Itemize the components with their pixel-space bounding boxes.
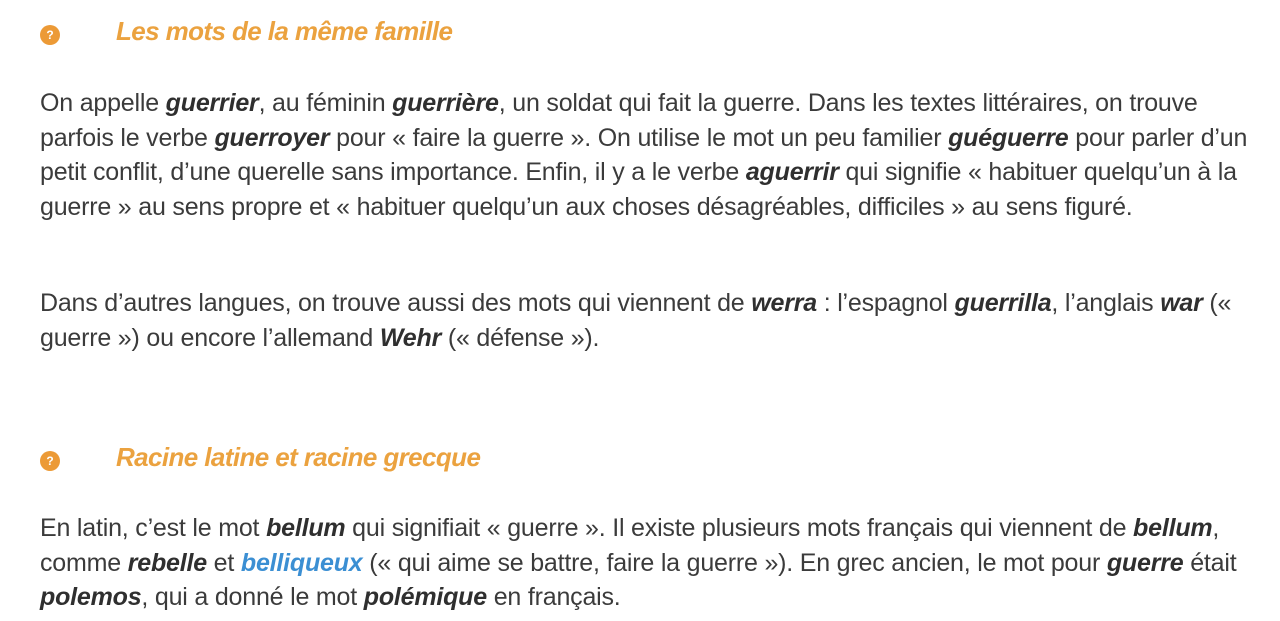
section-header-famille bbox=[40, 14, 452, 48]
key-term: guerrière bbox=[392, 89, 499, 117]
key-term: guerre bbox=[1106, 548, 1184, 577]
text-run: (« défense »). bbox=[441, 323, 600, 352]
key-term: guerrilla bbox=[954, 289, 1052, 317]
text-run: et bbox=[206, 548, 241, 577]
key-term: werra bbox=[751, 289, 817, 317]
term-link[interactable]: belliqueux bbox=[240, 548, 363, 577]
text-run: , l’anglais bbox=[1051, 289, 1161, 317]
question-bubble-icon: ? bbox=[40, 451, 60, 471]
text-run: , au féminin bbox=[258, 89, 393, 117]
text-run: : l’espagnol bbox=[816, 289, 955, 317]
text-run: , comme bbox=[40, 514, 1220, 577]
paragraph bbox=[40, 286, 1270, 355]
key-term: rebelle bbox=[127, 548, 207, 577]
paragraph bbox=[40, 511, 1270, 615]
key-term: aguerrir bbox=[745, 158, 839, 186]
key-term: polemos bbox=[40, 583, 142, 611]
key-term: bellum bbox=[266, 514, 346, 542]
text-run: en français. bbox=[486, 583, 621, 611]
section-title: Racine latine et racine grecque bbox=[116, 441, 481, 472]
text-run: (« qui aime se battre, faire la guerre »). En grec ancien, le mot pour bbox=[362, 548, 1107, 577]
text-run: On appelle bbox=[40, 89, 166, 117]
key-term: bellum bbox=[1133, 514, 1213, 542]
key-term: guéguerre bbox=[948, 123, 1069, 152]
text-run: , qui a donné le mot bbox=[141, 583, 364, 611]
section-title: Les mots de la même famille bbox=[116, 15, 453, 46]
key-term: guerroyer bbox=[214, 123, 330, 152]
text-run: pour « faire la guerre ». On utilise le mot un peu familier bbox=[329, 123, 949, 152]
key-term: guerrier bbox=[165, 89, 259, 117]
text-run: qui signifie « habituer quelqu’un à la guerre » au sens propre et « habituer quelqu’un aux choses désagréables, difficiles » au sens figuré. bbox=[40, 158, 1237, 221]
section-header-racine bbox=[40, 440, 480, 474]
text-run: , un soldat qui fait la guerre. Dans les textes littéraires, on trouve parfois le verbe bbox=[40, 89, 1198, 152]
text-run: Dans d’autres langues, on trouve aussi des mots qui viennent de bbox=[40, 289, 752, 317]
key-term: polémique bbox=[363, 583, 487, 611]
text-run: qui signifiait « guerre ». Il existe plusieurs mots français qui viennent de bbox=[345, 514, 1134, 542]
text-run: pour parler d’un petit conflit, d’une querelle sans importance. Enfin, il y a le verbe bbox=[40, 123, 1248, 186]
text-run: (« guerre ») ou encore l’allemand bbox=[40, 289, 1232, 352]
text-run: était bbox=[1183, 548, 1237, 577]
paragraph bbox=[40, 86, 1270, 224]
key-term: war bbox=[1160, 289, 1203, 317]
question-bubble-icon: ? bbox=[40, 25, 60, 45]
text-run: En latin, c’est le mot bbox=[40, 514, 267, 542]
key-term: Wehr bbox=[379, 323, 442, 352]
